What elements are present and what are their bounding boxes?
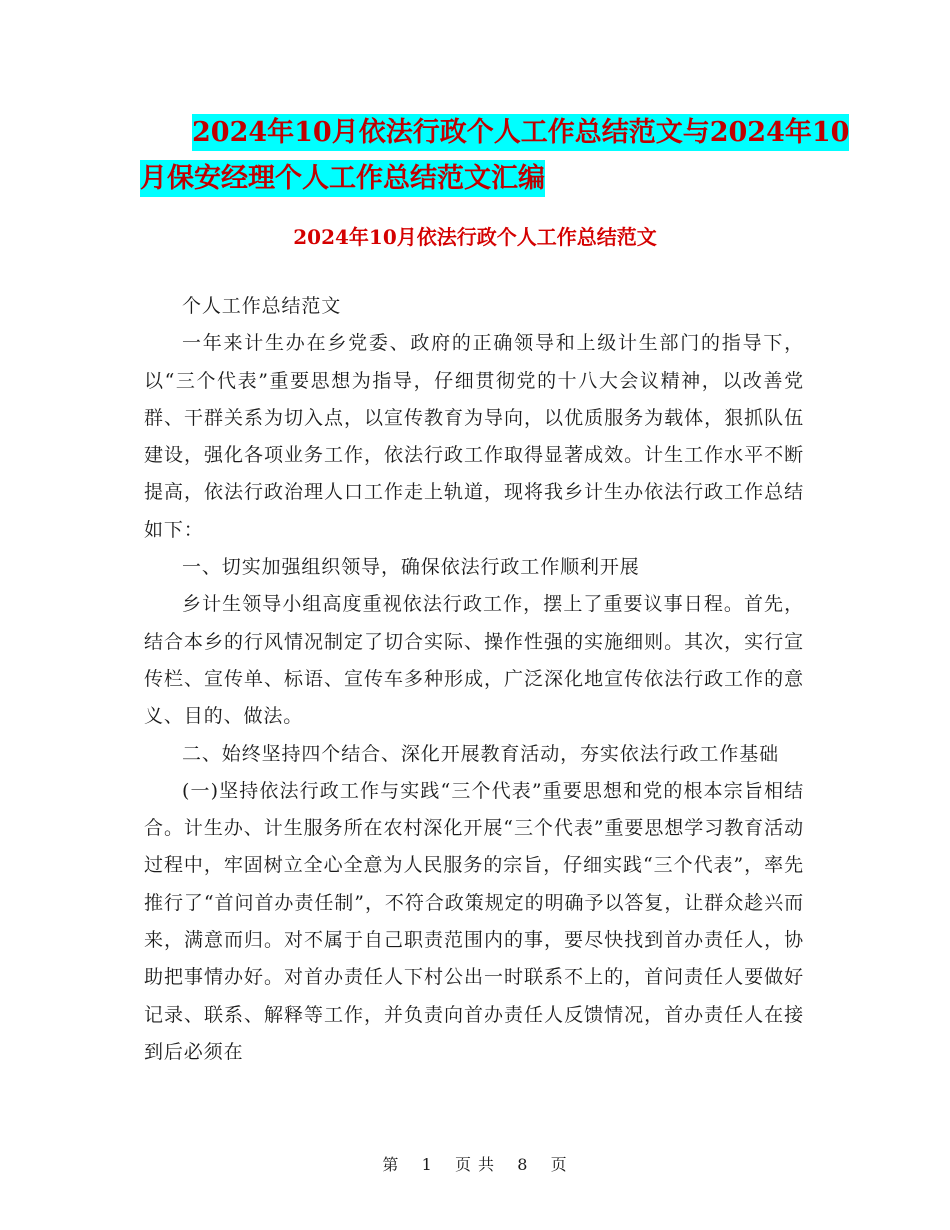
paragraph-intro: 一年来计生办在乡党委、政府的正确领导和上级计生部门的指导下，以“三个代表”重要思想为指导，仔细贯彻党的十八大会议精神，以改善党群、干群关系为切入点，以宣传教育为导向，以优质服务为载体，狠抓队伍建设，强化各项业务工作，依法行政工作取得显著成效。计生工作水平不断提高，依法行政治理人口工作走上轨道，现将我乡计生办依法行政工作总结如下： — [144, 332, 804, 541]
footer-suffix: 页 — [550, 1155, 568, 1174]
paragraph-section-2-item-1: (一)坚持依法行政工作与实践“三个代表”重要思想和党的根本宗旨相结合。计生办、计生服务所在农村深化开展“三个代表”重要思想学习教育活动过程中，牢固树立全心全意为人民服务的宗旨，仔细实践“三个代表”，率先推行了“首问首办责任制”，不符合政策规定的明确予以答复，让群众趁兴而来，满意而归。对不属于自己职责范围内的事，要尽快找到首办责任人，协助把事情办好。对首办责任人下村公出一时联系不上的，首问责任人要做好记录、联系、解释等工作，并负责向首办责任人反馈情况，首办责任人在接到后必须在 — [144, 779, 804, 1063]
footer-page-number: 1 — [421, 1155, 433, 1174]
paragraph-heading: 个人工作总结范文 — [182, 295, 342, 317]
footer-mid: 页 共 — [454, 1155, 496, 1174]
section-title: 2024年10月依法行政个人工作总结范文 — [293, 225, 657, 249]
document-title — [140, 110, 850, 202]
title-line-2 — [140, 156, 820, 202]
page-footer — [0, 1152, 950, 1175]
body-text — [144, 288, 804, 1071]
footer-prefix: 第 — [382, 1155, 400, 1174]
title-highlight-1: 2024年10月依法行政个人工作总结范文与2024年10 — [192, 114, 849, 151]
title-line-1 — [140, 110, 850, 156]
footer-total-pages: 8 — [517, 1155, 529, 1174]
paragraph-section-1-body: 乡计生领导小组高度重视依法行政工作，摆上了重要议事日程。首先，结合本乡的行风情况制定了切合实际、操作性强的实施细则。其次，实行宣传栏、宣传单、标语、宣传车多种形成，广泛深化地宣传依法行政工作的意义、目的、做法。 — [144, 593, 804, 728]
paragraph-section-2-heading: 二、始终坚持四个结合、深化开展教育活动，夯实依法行政工作基础 — [182, 742, 780, 765]
title-highlight-2: 月保安经理个人工作总结范文汇编 — [140, 160, 545, 197]
paragraph-section-1-heading: 一、切实加强组织领导，确保依法行政工作顺利开展 — [182, 556, 640, 579]
